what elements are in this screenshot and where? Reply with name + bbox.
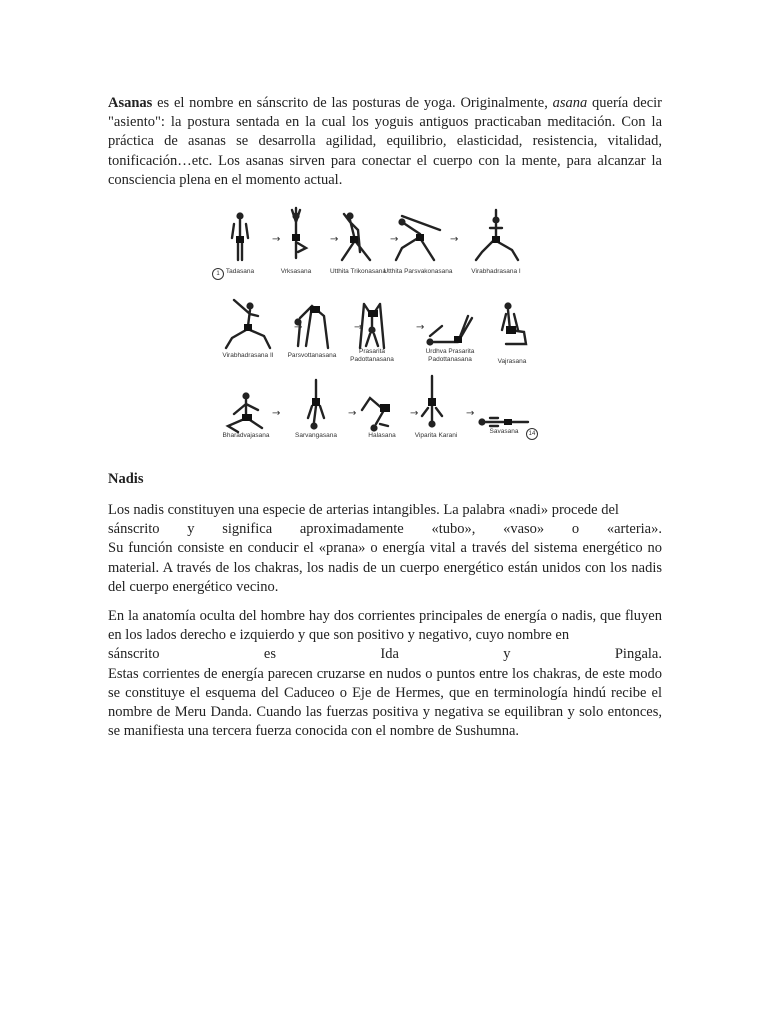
pose-caption: Vajrasana: [497, 358, 527, 365]
nadis-p2-line2: sánscrito es Ida y Pingala.: [108, 646, 662, 663]
nadis-p1-rest: Su función consiste en conducir el «prana» o energía vital a través del sistema energético no material. A través de los chakras, los nadis de un cuerpo energético están unidos con los nadis del cuerpo energético vecino.: [108, 540, 662, 595]
pose-caption: Virabhadrasana I: [471, 268, 521, 275]
yoga-figure-icon: [408, 374, 464, 430]
yoga-figure-icon: [284, 296, 340, 352]
pose-caption: Halasana: [368, 432, 396, 439]
yoga-figure-icon: [422, 296, 478, 352]
pose-caption: Prasarita Padottanasana: [350, 348, 394, 363]
pose-urdhva-prasarita-padottanasana: [420, 296, 480, 352]
sequence-arrow-icon: →: [466, 408, 475, 419]
asanas-intro-paragraph: [108, 94, 662, 190]
yoga-poses-figure: [212, 198, 540, 452]
nadis-paragraph-2: [108, 607, 662, 741]
sequence-arrow-icon: →: [416, 322, 425, 333]
pose-viparita-karani: [406, 374, 466, 430]
pose-virabhadrasana-i: [466, 208, 526, 264]
yoga-figure-icon: [344, 296, 400, 352]
sequence-arrow-icon: →: [450, 234, 459, 245]
yoga-figure-icon: [354, 380, 410, 436]
pose-caption: Parsvottanasana: [287, 352, 337, 359]
yoga-figure-icon: [484, 296, 540, 352]
pose-caption: Utthita Trikonasana: [329, 268, 386, 275]
pose-caption: Vrksasana: [280, 268, 312, 275]
sequence-arrow-icon: →: [410, 408, 419, 419]
sequence-arrow-icon: →: [348, 408, 357, 419]
yoga-figure-icon: [288, 376, 344, 432]
sequence-arrow-icon: →: [272, 234, 281, 245]
pose-sarvangasana: [286, 376, 346, 432]
sequence-arrow-icon: →: [294, 322, 303, 333]
end-number-badge: 14: [526, 428, 538, 440]
pose-caption: Viparita Karani: [414, 432, 458, 439]
asana-italic: asana: [552, 95, 588, 111]
yoga-figure-icon: [220, 296, 276, 352]
yoga-figure-icon: [468, 208, 524, 264]
yoga-figure-icon: [330, 208, 386, 264]
pose-virabhadrasana-ii: [218, 296, 278, 352]
sequence-arrow-icon: →: [390, 234, 399, 245]
yoga-figure-icon: [218, 380, 274, 436]
pose-caption: Urdhva Prasarita Padottanasana: [425, 348, 475, 363]
pose-prasarita-padottanasana: [342, 296, 402, 352]
yoga-figure-icon: [390, 208, 446, 264]
pose-bharadvajasana: [216, 380, 276, 436]
sequence-arrow-icon: →: [272, 408, 281, 419]
nadis-heading: Nadis: [108, 471, 144, 487]
pose-caption: Virabhadrasana II: [222, 352, 274, 359]
pose-caption: Savasana: [489, 428, 519, 435]
intro-text-2: quería decir "asiento": la postura sentada en la cual los yoguis antiguos practicaban meditación. Con la práctica de asanas se desarrolla agilidad, equilibrio, elasticidad, resistencia, vitalidad, tonificación…etc. Los asanas sirven para conectar el cuerpo con la mente, para alcanzar la consciencia plena en el momento actual.: [108, 95, 662, 188]
start-number-badge: 1: [212, 268, 224, 280]
pose-caption: Bharadvajasana: [222, 432, 270, 439]
nadis-p2-rest: Estas corrientes de energía parecen cruzarse en nudos o puntos entre los chakras, de este modo se constituye el esquema del Caduceo o Eje de Hermes, que en terminología hindú recibe el nombre de Meru Danda. Cuando las fuerzas positiva y negativa se equilibran y solo entonces, se manifiesta una tercera fuerza conocida con el nombre de Sushumna.: [108, 665, 662, 740]
pose-caption: Sarvangasana: [295, 432, 337, 439]
sequence-arrow-icon: →: [330, 234, 339, 245]
nadis-p1-line2: sánscrito y significa aproximadamente «tubo», «vaso» o «arteria».: [108, 521, 662, 538]
pose-caption: Utthita Parsvakonasana: [383, 268, 453, 275]
nadis-p2-line1: En la anatomía oculta del hombre hay dos corrientes principales de energía o nadis, que fluyen en los lados derecho e izquierdo y que son positivo y negativo, cuyo nombre en: [108, 608, 662, 644]
asanas-term: Asanas: [108, 95, 153, 111]
nadis-p1-line1: Los nadis constituyen una especie de arterias intangibles. La palabra «nadi» procede del: [108, 502, 619, 518]
pose-caption: Tadasana: [225, 268, 255, 275]
pose-halasana: [352, 380, 412, 436]
nadis-paragraph-1: [108, 501, 662, 597]
pose-vajrasana: [482, 296, 542, 352]
intro-text-1: es el nombre en sánscrito de las posturas de yoga. Originalmente,: [152, 95, 553, 111]
pose-parsvottanasana: [282, 296, 342, 352]
pose-tadasana: [210, 208, 270, 264]
yoga-figure-icon: [212, 208, 268, 264]
sequence-arrow-icon: →: [354, 322, 363, 333]
